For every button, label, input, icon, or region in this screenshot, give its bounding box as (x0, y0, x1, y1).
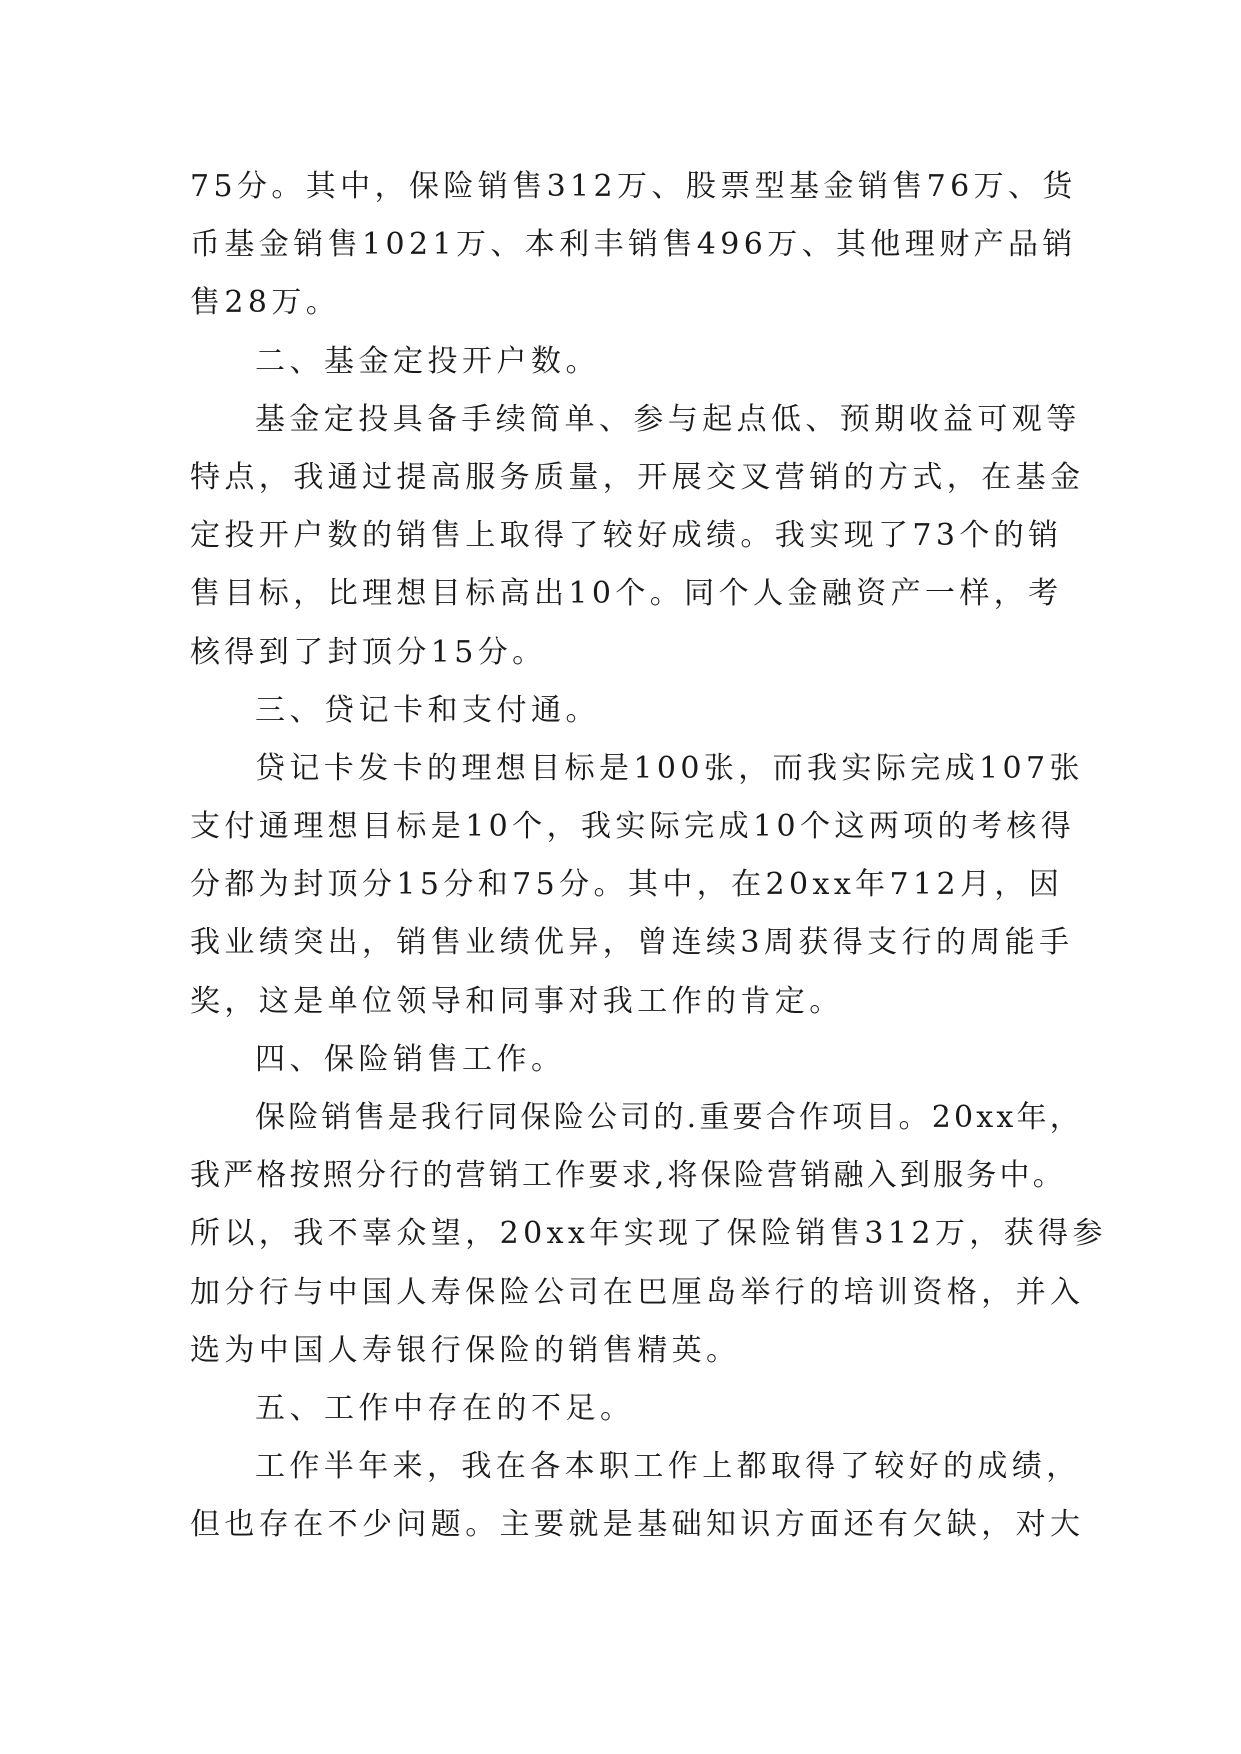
text-line: 我业绩突出，销售业绩优异，曾连续3周获得支行的周能手 (190, 925, 1074, 961)
text-line: 但也存在不少问题。主要就是基础知识方面还有欠缺，对大 (190, 1507, 1085, 1543)
text-line: 加分行与中国人寿保险公司在巴厘岛举行的培训资格，并入 (190, 1274, 1085, 1310)
text-line: 75分。其中，保险销售312万、股票型基金销售76万、货 (190, 169, 1077, 204)
text-line: 所以，我不辜众望，20xx年实现了保险销售312万，获得参 (190, 1216, 1107, 1252)
text-line: 分都为封顶分15分和75分。其中，在20xx年712月，因 (190, 867, 1064, 903)
text-line: 币基金销售1021万、本利丰销售496万、其他理财产品销 (190, 227, 1077, 263)
section-heading: 五、工作中存在的不足。 (255, 1390, 635, 1426)
text-line: 奖，这是单位领导和同事对我工作的肯定。 (190, 983, 844, 1019)
text-line: 贷记卡发卡的理想目标是100张，而我实际完成107张 (255, 750, 1084, 786)
text-line: 售28万。 (190, 285, 341, 321)
text-line: 特点，我通过提高服务质量，开展交叉营销的方式，在基金 (190, 459, 1085, 495)
text-line: 工作半年来，我在各本职工作上都取得了较好的成绩， (255, 1449, 1081, 1485)
text-line: 定投开户数的销售上取得了较好成绩。我实现了73个的销 (190, 518, 1063, 554)
text-line: 售目标，比理想目标高出10个。同个人金融资产一样，考 (190, 576, 1063, 612)
text-line: 核得到了封顶分15分。 (190, 634, 547, 670)
text-line: 选为中国人寿银行保险的销售精英。 (190, 1332, 741, 1368)
text-line: 我严格按照分行的营销工作要求,将保险营销融入到服务中。 (190, 1158, 1066, 1194)
text-line: 保险销售是我行同保险公司的.重要合作项目。20xx年， (255, 1100, 1083, 1135)
text-line: 基金定投具备手续简单、参与起点低、预期收益可观等 (255, 401, 1081, 437)
section-heading: 四、保险销售工作。 (255, 1041, 566, 1077)
section-heading: 三、贷记卡和支付通。 (255, 692, 600, 728)
body-text (190, 158, 1107, 1555)
text-line: 支付通理想目标是10个，我实际完成10个这两项的考核得 (190, 809, 1076, 845)
section-heading: 二、基金定投开户数。 (255, 343, 600, 379)
